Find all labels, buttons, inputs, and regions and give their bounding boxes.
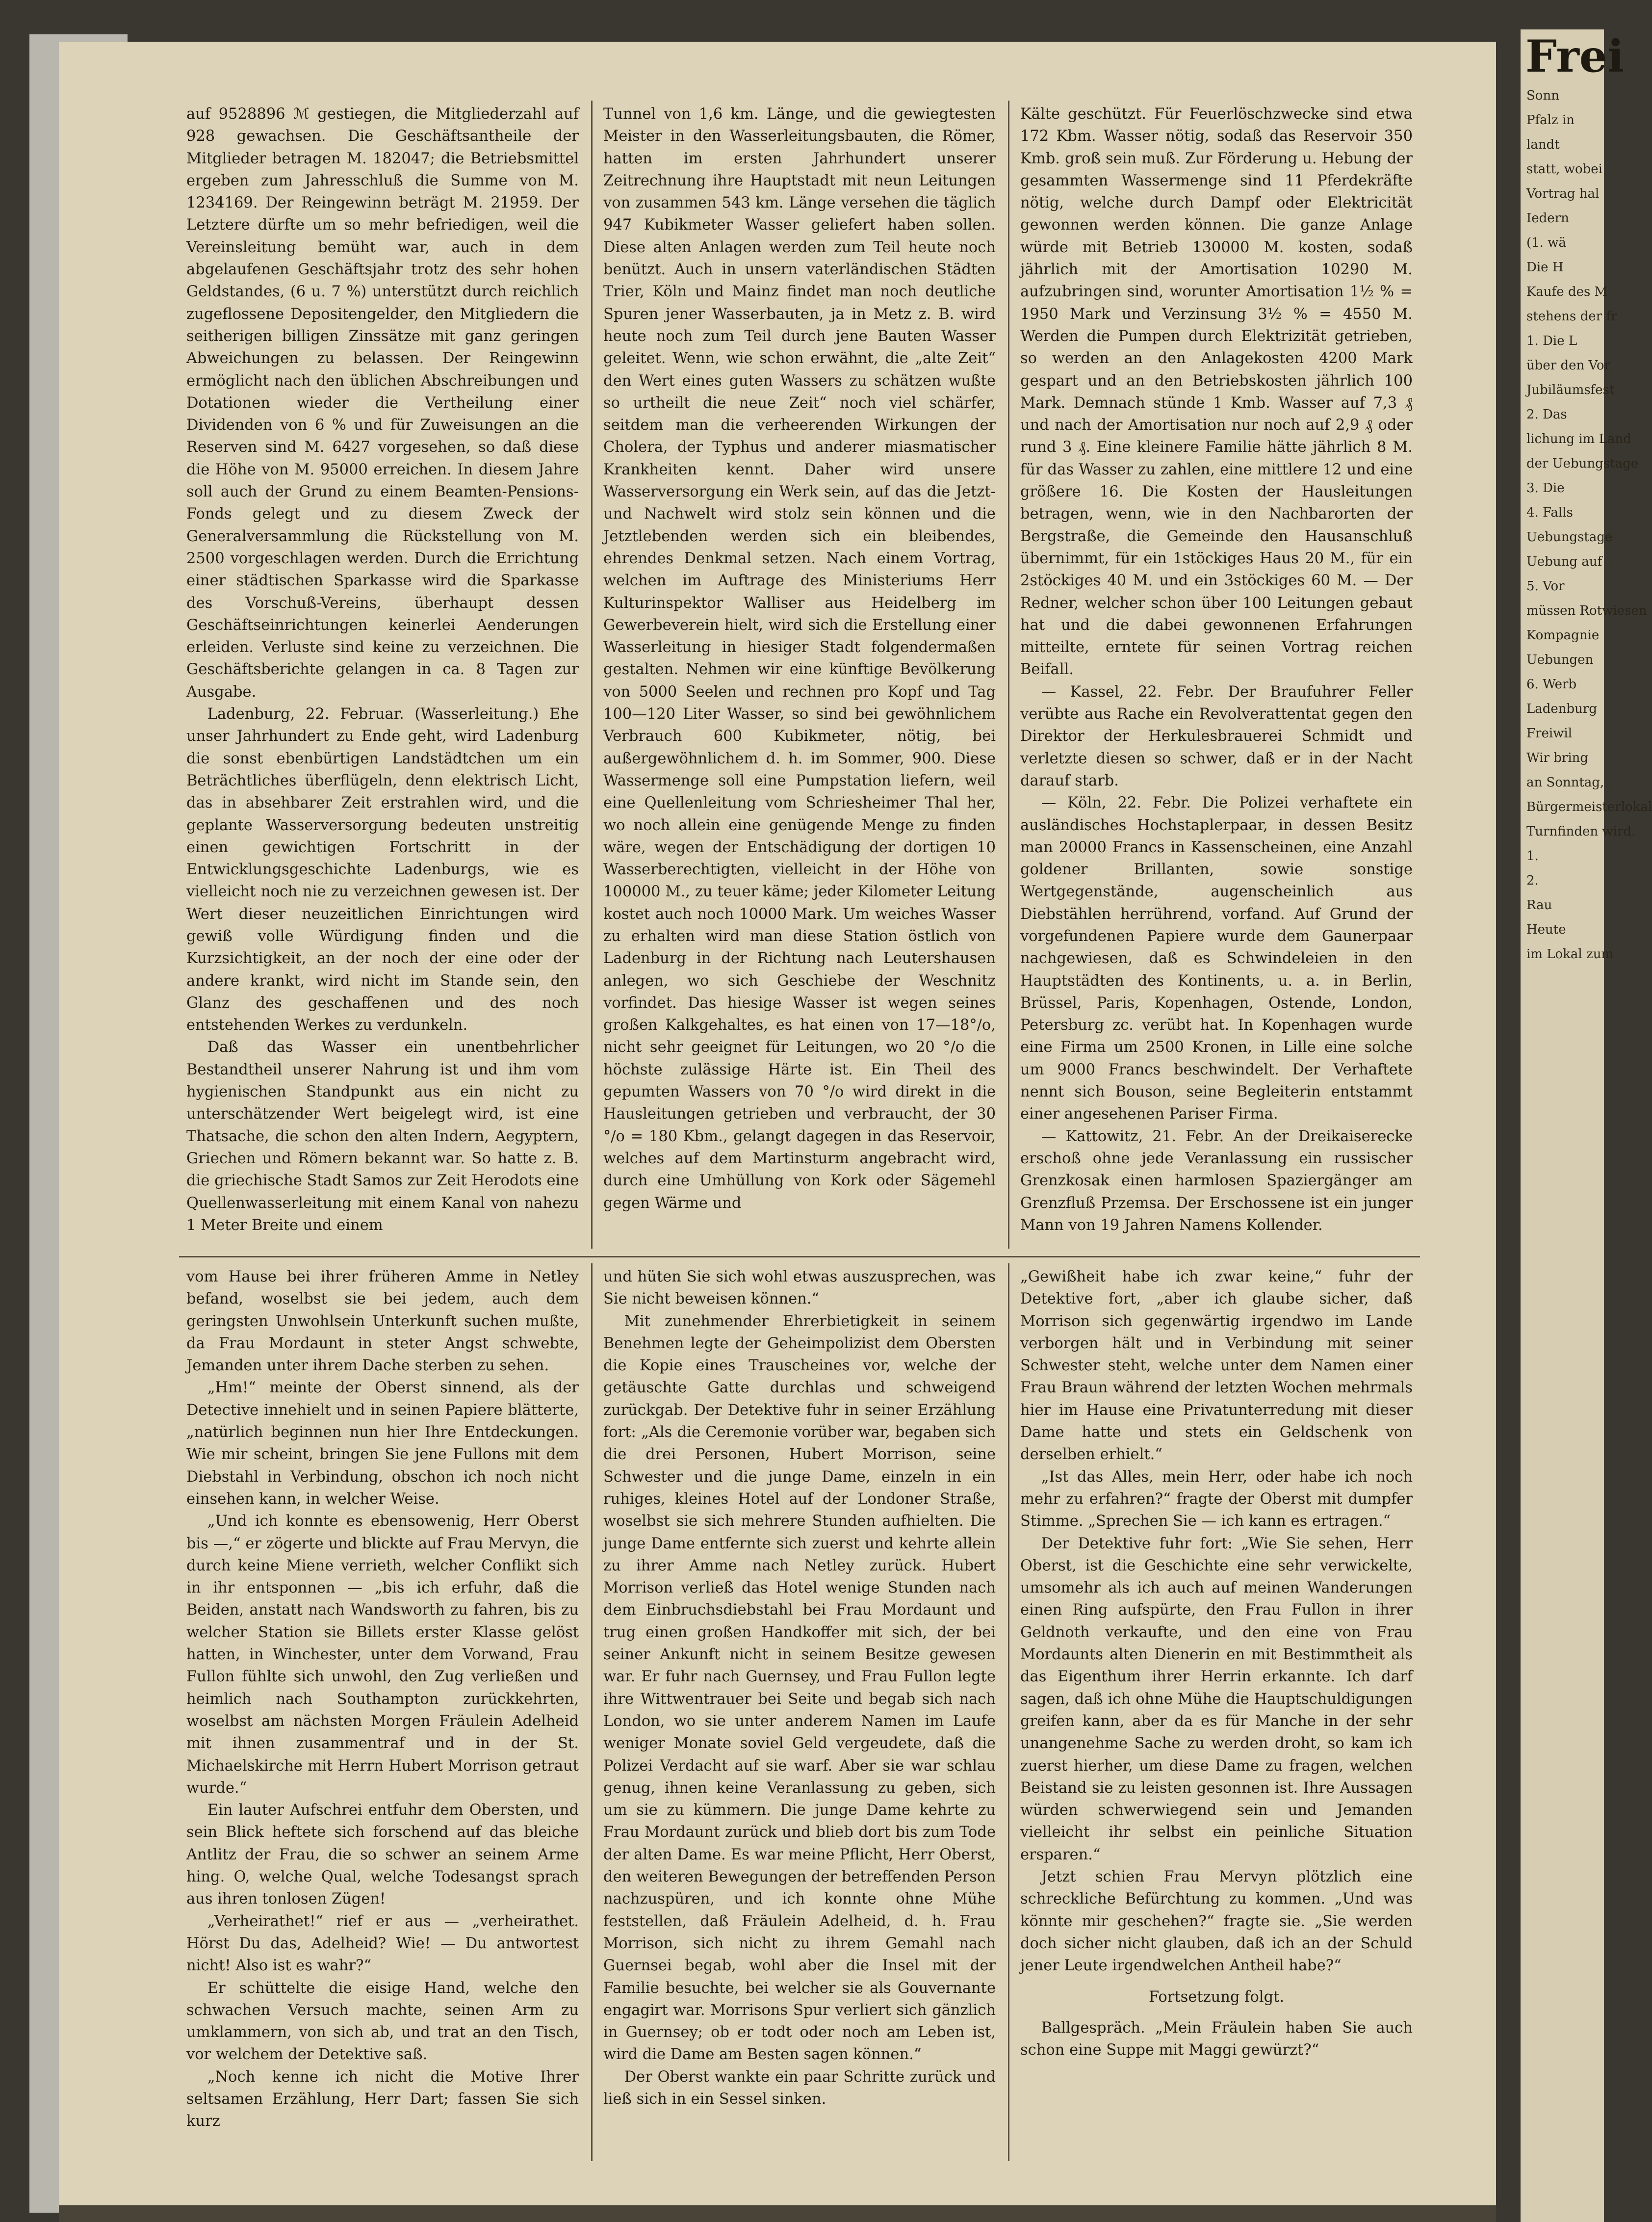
page-bottom-edge: [59, 2205, 1496, 2222]
paragraph: Fortsetzung folgt.: [1148, 1988, 1285, 2006]
paragraph: Er schüttelte die eisige Hand, welche den schwachen Versuch machte, seinen Arm zu umklammern, von sich ab, und trat an den Tisch, vor welchem der Detektive saß.: [186, 1979, 579, 2064]
adjacent-page-fragment: (1. wä: [1526, 235, 1566, 250]
adjacent-page-fragment: Uebungen: [1526, 653, 1594, 667]
adjacent-page-fragment: 3. Die: [1526, 481, 1565, 496]
paragraph: Tunnel von 1,6 km. Länge, und die gewiegtesten Meister in den Wasserleitungsbauten, die Römer, hatten im ersten Jahrhundert unserer Zeitrechnung ihre Hauptstadt mit neun Leitungen von zusammen 543 km. Länge versehen die täglich 947 Kubikmeter Wasser geliefert haben sollen. Diese alten Anlagen werden zum Teil heute noch benützt. Auch in unsern vaterländischen Städten Trier, Köln und Mainz findet man noch deutliche Spuren jener Wasserbauten, ja in Metz z. B. wird heute noch zum Teil durch jene Bauten Wasser geleitet. Wenn, wie schon erwähnt, die „alte Zeit“ den Wert eines guten Wassers zu schätzen wußte so urtheilt die neue Zeit“ noch viel schärfer, seitdem man die verheerenden Wirkungen der Cholera, der Typhus und anderer miasmatischer Krankheiten kennt. Daher wird unsere Wasserversorgung ein Werk sein, auf das die Jetzt- und Nachwelt wird stolz sein können und die Jetztlebenden werden sich ein bleibendes, ehrendes Denkmal setzen. Nach einem Vortrag, welchen im Auftrage des Ministeriums Herr Kulturinspektor Walliser aus Heidelberg im Gewerbeverein hielt, wird sich die Erstellung einer Wasserleitung in hiesiger Stadt folgendermaßen gestalten. Nehmen wir eine künftige Bevölkerung von 5000 Seelen und rechnen pro Kopf und Tag 100—120 Liter Wasser, so sind bei gewöhnlichem Verbrauch 600 Kubikmeter, nötig, bei außergewöhnlichem d. h. im Sommer, 900. Diese Wassermenge soll eine Pumpstation liefern, weil eine Quellenleitung vom Schriesheimer Thal her, wo noch allein eine genügende Menge zu finden wäre, wegen der Entschädigung der dortigen 10 Wasserberechtigten, vielleicht in der Höhe von 100000 M., zu teuer käme; jeder Kilometer Leitung kostet auch noch 10000 Mark. Um weiches Wasser zu erhalten wird man diese Station östlich von Ladenburg in der Richtung nach Leutershausen anlegen, wo sich Geschiebe der Weschnitz vorfindet. Das hiesige Wasser ist wegen seines großen Kalkgehaltes, es hat einen von 17—18°/o, nicht sehr geeignet für Leitungen, wo 20 °/o die höchste zulässige Härte ist. Ein Theil des gepumten Wassers von 70 °/o wird direkt in die Hausleitungen getrieben und verbraucht, der 30 °/o = 180 Kbm., gelangt dagegen in das Reservoir, welches auf dem Martinsturm angebracht wird, durch eine Umhüllung von Kork oder Sägemehl gegen Wärme und: [603, 105, 996, 1212]
bottom-column-2: [603, 1266, 996, 2159]
adjacent-page-fragment: Uebungstage: [1526, 530, 1613, 545]
paragraph: Der Oberst wankte ein paar Schritte zurück und ließ sich in ein Sessel sinken.: [603, 2068, 996, 2108]
adjacent-page-fragment: über den Vor: [1526, 358, 1610, 373]
paragraph: „Und ich konnte es ebensowenig, Herr Oberst bis —,“ er zögerte und blickte auf Frau Mervyn, die durch keine Miene verrieth, welcher Conflikt sich in ihr entsponnen — „bis ich erfuhr, daß die Beiden, anstatt nach Wandsworth zu fahren, bis zu welcher Station sie Billets erster Klasse gelöst hatten, in Winchester, unter dem Vorwand, Frau Fullon fühlte sich unwohl, den Zug verließen und heimlich nach Southampton zurückkehrten, woselbst am nächsten Morgen Fräulein Adelheid mit ihnen zusammentraf und in der St. Michaelskirche mit Herrn Hubert Morrison getraut wurde.“: [186, 1513, 579, 1797]
adjacent-page-fragment: der Uebungstage: [1526, 456, 1639, 471]
paragraph: Ladenburg, 22. Februar. (Wasserleitung.) Ehe unser Jahrhundert zu Ende geht, wird Ladenburg die sonst ebenbürtigen Landstädtchen um ein Beträchtliches überflügeln, denn elektrisch Licht, das in absehbarer Zeit erstrahlen wird, und die geplante Wasserversorgung bedeuten unstreitig einen gewichtigen Fortschritt in der Entwicklungsgeschichte Ladenburgs, wie es vielleicht noch nie zu verzeichnen gewesen ist. Der Wert dieser neuzeitlichen Einrichtungen wird gewiß volle Würdigung finden und die Kurzsichtigkeit, an der noch der eine oder der andere krankt, wird nicht im Stande sein, den Glanz des geschaffenen und des noch entstehenden Werkes zu verdunkeln.: [186, 706, 579, 1034]
paragraph: und hüten Sie sich wohl etwas auszusprechen, was Sie nicht beweisen können.“: [603, 1268, 996, 1308]
adjacent-page-fragment: Uebung auf: [1526, 554, 1602, 569]
adjacent-page-fragment: Ladenburg: [1526, 702, 1598, 716]
paragraph: Daß das Wasser ein unentbehrlicher Bestandtheil unserer Nahrung ist und ihm vom hygienischen Standpunkt aus ein nicht zu unterschätzender Wert beigelegt wird, ist eine Thatsache, die schon den alten Indern, Aegyptern, Griechen und Römern bekannt war. So hatte z. B. die griechische Stadt Samos zur Zeit Herodots eine Quellenwasserleitung mit einem Kanal von nahezu 1 Meter Breite und einem: [186, 1039, 579, 1234]
paragraph: Jetzt schien Frau Mervyn plötzlich eine schreckliche Befürchtung zu kommen. „Und was könnte mir geschehen?“ fragte sie. „Sie werden doch sicher nicht glauben, daß ich an der Schuld jener Leute irgendwelchen Antheil habe?“: [1020, 1868, 1413, 1975]
paragraph: Ballgespräch. „Mein Fräulein haben Sie auch schon eine Suppe mit Maggi gewürzt?“: [1020, 2019, 1413, 2059]
adjacent-page-fragment: 2. Das: [1526, 407, 1567, 422]
adjacent-page-fragment: Wir bring: [1526, 751, 1589, 765]
adjacent-page-fragment: müssen Rotwiesen: [1526, 603, 1647, 618]
adjacent-page-edge: [1521, 29, 1652, 2222]
adjacent-page-fragment: Turnfinden wird.: [1526, 824, 1636, 839]
paragraph: Ein lauter Aufschrei entfuhr dem Obersten, und sein Blick heftete sich forschend auf das bleiche Antlitz der Frau, die so schwer an seinem Arme hing. O, welche Qual, welche Todesangst sprach aus ihren tonlosen Zügen!: [186, 1802, 579, 1908]
paragraph: „Hm!“ meinte der Oberst sinnend, als der Detective innehielt und in seinen Papiere blätterte, „natürlich beginnen nun hier Ihre Entdeckungen. Wie mir scheint, bringen Sie jene Fullons mit dem Diebstahl in Verbindung, obschon ich noch nicht einsehen kann, in welcher Weise.: [186, 1379, 579, 1508]
adjacent-page-fragment: im Lokal zum: [1526, 947, 1614, 962]
adjacent-page-fragment: lichung im Land: [1526, 432, 1631, 446]
top-column-2: [603, 103, 996, 1246]
paragraph: Der Detektive fuhr fort: „Wie Sie sehen, Herr Oberst, ist die Geschichte eine sehr verwickelte, umsomehr als ich auch auf meinen Wanderungen einen Ring aufspürte, den Frau Fullon in ihrer Geldnoth verkaufte, und den eine von Frau Mordaunts alten Dienerin en mit Bestimmtheit als das Eigenthum ihrer Herrin erkannte. Ich darf sagen, daß ich ohne Mühe die Hauptschuldigungen greifen kann, aber da es für Manche in der sehr unangenehme Sache zu werden droht, so kam ich zuerst hierher, um diese Dame zu fragen, welchen Beistand sie zu leisten gesonnen ist. Ihre Aussagen würden schwerwiegend sein und Jemanden vielleicht ihr selbst ein peinliche Situation ersparen.“: [1020, 1535, 1413, 1863]
adjacent-page-fragment: statt, wobei: [1526, 162, 1602, 177]
adjacent-page-fragment: Sonn: [1526, 88, 1559, 103]
paragraph: „Gewißheit habe ich zwar keine,“ fuhr der Detektive fort, „aber ich glaube sicher, daß Morrison sich gegenwärtig irgendwo im Lande verborgen hält und in Verbindung mit seiner Schwester steht, welche unter dem Namen einer Frau Braun während der letzten Wochen mehrmals hier im Hause eine Privatunterredung mit dieser Dame hatte und stets ein Geldschenk von derselben erhielt.“: [1020, 1268, 1413, 1464]
paragraph: „Ist das Alles, mein Herr, oder habe ich noch mehr zu erfahren?“ fragte der Oberst mit dumpfer Stimme. „Sprechen Sie — ich kann es ertragen.“: [1020, 1468, 1413, 1530]
bottom-column-3: [1020, 1266, 1413, 2159]
paragraph: auf 9528896 ℳ gestiegen, die Mitgliederzahl auf 928 gewachsen. Die Geschäftsantheile der Mitglieder betragen M. 182047; die Betriebsmittel ergeben zum Jahresschluß die Summe von M. 1234169. Der Reingewinn beträgt M. 21959. Der Letztere dürfte um so mehr befriedigen, weil die Vereinsleitung bemüht war, auch in dem abgelaufenen Geschäftsjahr trotz des sehr hohen Geldstandes, (6 u. 7 %) unterstützt durch reichlich zugeflossene Depositengelder, den Mitgliedern die seitherigen billigen Zinssätze mit ganz geringen Abweichungen zu belassen. Der Reingewinn ermöglicht nach den üblichen Abschreibungen und Dotationen wieder die Vertheilung einer Dividenden von 6 % und für Zuweisungen an die Reserven sind M. 6427 vorgesehen, so daß diese die Höhe von M. 95000 erreichen. In diesem Jahre soll auch der Grund zu einem Beamten-Pensions-Fonds gelegt und zu diesem Zweck der Generalversammlung die Rückstellung von M. 2500 vorgeschlagen werden. Durch die Errichtung einer städtischen Sparkasse wird die Sparkasse des Vorschuß-Vereins, überhaupt dessen Geschäftseinrichtungen keinerlei Aenderungen erleiden. Verluste sind keine zu verzeichnen. Die Geschäftsberichte gelangen in ca. 8 Tagen zur Ausgabe.: [186, 105, 579, 701]
column-rule: [591, 1263, 593, 2161]
adjacent-page-fragment: stehens der fr: [1526, 309, 1617, 324]
paragraph: — Kassel, 22. Febr. Der Braufuhrer Feller verübte aus Rache ein Revolverattentat gegen den Direktor der Herkulesbrauerei Schmidt und verletzte diesen so schwer, daß er in der Nacht darauf starb.: [1020, 683, 1413, 789]
adjacent-page-fragment: 1. Die L: [1526, 334, 1577, 348]
newspaper-page: [59, 42, 1496, 2218]
paragraph: vom Hause bei ihrer früheren Amme in Netley befand, woselbst sie bei jedem, auch dem geringsten Unwohlsein Unterkunft suchen mußte, da Frau Mordaunt in steter Angst schwebte, Jemanden unter ihrem Dache sterben zu sehen.: [186, 1268, 579, 1375]
adjacent-page-fragment: Iedern: [1526, 211, 1569, 226]
top-column-3: [1020, 103, 1413, 1246]
adjacent-page-fragment: Bürgermeisterlokal: [1526, 800, 1652, 814]
paragraph: — Köln, 22. Febr. Die Polizei verhaftete ein ausländisches Hochstaplerpaar, in dessen Besitz man 20000 Francs in Kassenscheinen, eine Anzahl goldener Brillanten, sowie sonstige Wertgegenstände, augenscheinlich aus Diebstählen herrührend, vorfand. Auf Grund der vorgefundenen Papiere wurde dem Gaunerpaar nachgewiesen, daß es Schwindeleien in den Hauptstädten des Kontinents, u. a. in Berlin, Brüssel, Paris, Kopenhagen, Ostende, London, Petersburg zc. verübt hat. In Kopenhagen wurde eine Firma um 2500 Kronen, in Lille eine solche um 9000 Francs beschwindelt. Der Verhaftete nennt sich Bouson, seine Begleiterin entstammt einer angesehenen Pariser Firma.: [1020, 794, 1413, 1123]
adjacent-page-fragment: 5. Vor: [1526, 579, 1565, 594]
adjacent-page-fragment: 6. Werb: [1526, 677, 1577, 692]
adjacent-page-fragment: an Sonntag,: [1526, 775, 1604, 790]
paragraph: „Verheirathet!“ rief er aus — „verheirathet. Hörst Du das, Adelheid? Wie! — Du antwortest nicht! Also ist es wahr?“: [186, 1912, 579, 1975]
adjacent-page-fragment: Rau: [1526, 898, 1552, 913]
adjacent-page-fragment: landt: [1526, 137, 1560, 152]
bottom-column-1: [186, 1266, 579, 2159]
adjacent-page-fragment: Jubiläumsfest: [1526, 383, 1615, 397]
column-rule: [591, 101, 593, 1249]
paragraph: „Noch kenne ich nicht die Motive Ihrer seltsamen Erzählung, Herr Dart; fassen Sie sich kurz: [186, 2068, 579, 2130]
adjacent-page-fragment: Pfalz in: [1526, 113, 1575, 128]
adjacent-page-fragment: Kaufe des M: [1526, 285, 1608, 299]
adjacent-page-fragment: Kompagnie: [1526, 628, 1600, 643]
adjacent-page-fragment: 4. Falls: [1526, 505, 1573, 520]
adjacent-page-header: Frei: [1525, 30, 1625, 82]
adjacent-page-fragment: Freiwil: [1526, 726, 1573, 741]
adjacent-page-fragment: 1.: [1526, 849, 1539, 863]
section-rule: [179, 1256, 1420, 1257]
paragraph: Kälte geschützt. Für Feuerlöschzwecke sind etwa 172 Kbm. Wasser nötig, sodaß das Reservoir 350 Kmb. groß sein muß. Zur Förderung u. Hebung der gesammten Wassermenge sind 11 Pferdekräfte nötig, welche durch Dampf oder Elektricität gewonnen werden können. Die ganze Anlage würde mit Betrieb 130000 M. kosten, sodaß jährlich mit der Amortisation 10290 M. aufzubringen sind, worunter Amortisation 1½ % = 1950 Mark und Verzinsung 3½ % = 4550 M. Werden die Pumpen durch Elektrizität getrieben, so werden an den Anlagekosten 4200 Mark gespart und an den Betriebskosten jährlich 100 Mark. Demnach stünde 1 Kmb. Wasser auf 7,3 ₰ und nach der Amortisation nur noch auf 2,9 ₰ oder rund 3 ₰. Eine kleinere Familie hätte jährlich 8 M. für das Wasser zu zahlen, eine mittlere 12 und eine größere 16. Die Kosten der Hausleitungen betragen, wenn, wie in den Nachbarorten der Bergstraße, die Gemeinde den Hausanschluß übernimmt, für ein 1stöckiges Haus 20 M., für ein 2stöckiges 40 M. und ein 3stöckiges 60 M. — Der Redner, welcher schon über 100 Leitungen gebaut hat und die dabei gewonnenen Erfahrungen mitteilte, erntete für seinen Vortrag reichen Beifall.: [1020, 105, 1413, 679]
adjacent-page-fragment: Die H: [1526, 260, 1564, 275]
column-rule: [1008, 1263, 1009, 2161]
top-column-1: [186, 103, 579, 1246]
paragraph: — Kattowitz, 21. Febr. An der Dreikaiserecke erschoß ohne jede Veranlassung ein russischer Grenzkosak einen harmlosen Spaziergänger am Grenzfluß Przemsa. Der Erschossene ist ein junger Mann von 19 Jahren Namens Kollender.: [1020, 1127, 1413, 1234]
adjacent-page-fragment: Vortrag hal: [1526, 186, 1600, 201]
adjacent-page-fragment: Heute: [1526, 922, 1566, 937]
adjacent-page-fragment: 2.: [1526, 873, 1539, 888]
column-rule: [1008, 101, 1009, 1249]
paragraph: Mit zunehmender Ehrerbietigkeit in seinem Benehmen legte der Geheimpolizist dem Obersten die Kopie eines Trauscheines vor, welche der getäuschte Gatte durchlas und schweigend zurückgab. Der Detektive fuhr in seiner Erzählung fort: „Als die Ceremonie vorüber war, begaben sich die drei Personen, Hubert Morrison, seine Schwester und die junge Dame, einzeln in ein ruhiges, kleines Hotel auf der Londoner Straße, woselbst sie sich mehrere Stunden aufhielten. Die junge Dame entfernte sich zuerst und kehrte allein zu ihrer Amme nach Netley zurück. Hubert Morrison verließ das Hotel wenige Stunden nach dem Einbruchsdiebstahl bei Frau Mordaunt und trug einen großen Handkoffer mit sich, der bei seiner Ankunft nicht in seinem Besitze gewesen war. Er fuhr nach Guernsey, und Frau Fullon legte ihre Wittwentrauer bei Seite und begab sich nach London, wo sie unter anderem Namen im Laufe weniger Monate soviel Geld vergeudete, daß die Polizei Verdacht auf sie warf. Aber sie war schlau genug, ihnen keine Veranlassung zu geben, sich um sie zu kümmern. Die junge Dame kehrte zu Frau Mordaunt zurück und blieb dort bis zum Tode der alten Dame. Es war meine Pflicht, Herr Oberst, den weiteren Bewegungen der betreffenden Person nachzuspüren, und ich konnte ohne Mühe feststellen, daß Fräulein Adelheid, d. h. Frau Morrison, sich nicht zu ihrem Gemahl nach Guernsei begab, wohl aber die Insel mit der Familie besuchte, bei welcher sie als Gouvernante engagirt war. Morrisons Spur verliert sich gänzlich in Guernsey; ob er todt oder noch am Leben ist, wird die Dame am Besten sagen können.“: [603, 1312, 996, 2064]
